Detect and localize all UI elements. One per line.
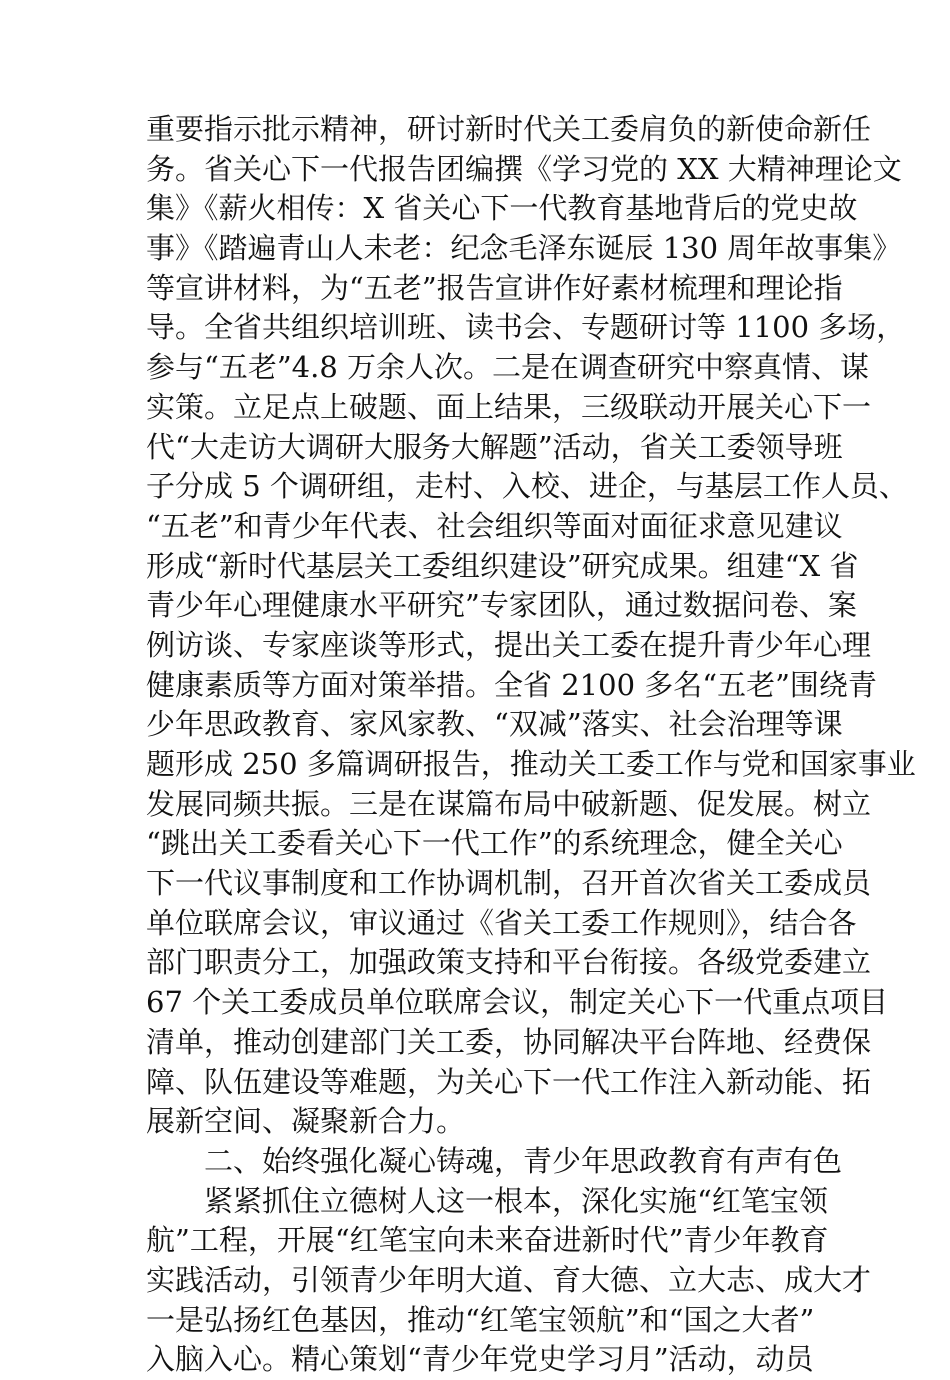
text-line: 务。省关心下一代报告团编撰《学习党的 XX 大精神理论文 (146, 151, 902, 186)
text-line: “跳出关工委看关心下一代工作”的系统理念，健全关心 (146, 826, 843, 861)
text-line: “五老”和青少年代表、社会组织等面对面征求意见建议 (146, 508, 843, 543)
text-line: 单位联席会议，审议通过《省关工委工作规则》，结合各 (146, 905, 857, 940)
text-line: 导。全省共组织培训班、读书会、专题研讨等 1100 多场， (146, 310, 906, 345)
text-line: 题形成 250 多篇调研报告，推动关工委工作与党和国家事业 (146, 747, 916, 781)
text-line: 部门职责分工，加强政策支持和平台衔接。各级党委建立 (146, 945, 872, 980)
text-line: 航”工程，开展“红笔宝向未来奋进新时代”青少年教育 (146, 1223, 829, 1258)
text-line: 重要指示批示精神，研讨新时代关工委肩负的新使命新任 (146, 112, 872, 146)
text-line: 参与“五老”4.8 万余人次。二是在调查研究中察真情、谋 (146, 350, 869, 385)
text-line: 代“大走访大调研大服务大解题”活动，省关工委领导班 (146, 429, 843, 464)
text-line: 子分成 5 个调研组，走村、入校、进企，与基层工作人员、 (146, 469, 908, 504)
text-line: 健康素质等方面对策举措。全省 2100 多名“五老”围绕青 (146, 667, 877, 702)
text-line: 下一代议事制度和工作协调机制，召开首次省关工委成员 (146, 866, 872, 901)
text-line: 实策。立足点上破题、面上结果，三级联动开展关心下一 (146, 389, 872, 424)
text-line: 清单，推动创建部门关工委，协同解决平台阵地、经费保 (146, 1024, 872, 1059)
text-line: 少年思政教育、家风家教、“双减”落实、社会治理等课 (146, 707, 843, 742)
body-text (146, 110, 916, 1380)
text-line: 发展同频共振。三是在谋篇布局中破新题、促发展。树立 (146, 786, 872, 821)
text-line: 一是弘扬红色基因，推动“红笔宝领航”和“国之大者” (146, 1302, 815, 1337)
text-line: 紧紧抓住立德树人这一根本，深化实施“红笔宝领 (204, 1183, 828, 1218)
text-line: 展新空间、凝聚新合力。 (146, 1104, 466, 1139)
section-heading: 二、始终强化凝心铸魂，青少年思政教育有声有色 (204, 1143, 843, 1178)
text-line: 集》《薪火相传：X 省关心下一代教育基地背后的党史故 (146, 191, 858, 226)
text-line: 青少年心理健康水平研究”专家团队，通过数据问卷、案 (146, 588, 857, 623)
text-line: 入脑入心。精心策划“青少年党史学习月”活动，动员 (146, 1342, 814, 1377)
text-line: 形成“新时代基层关工委组织建设”研究成果。组建“X 省 (146, 548, 859, 583)
text-line: 事》《踏遍青山人未老：纪念毛泽东诞辰 130 周年故事集》 (146, 231, 902, 266)
text-line: 障、队伍建设等难题，为关心下一代工作注入新动能、拓 (146, 1064, 872, 1099)
text-line: 67 个关工委成员单位联席会议，制定关心下一代重点项目 (146, 985, 889, 1020)
text-line: 实践活动，引领青少年明大道、育大德、立大志、成大才 (146, 1262, 872, 1297)
text-line: 例访谈、专家座谈等形式，提出关工委在提升青少年心理 (146, 627, 872, 662)
text-line: 等宣讲材料，为“五老”报告宣讲作好素材梳理和理论指 (146, 270, 843, 305)
